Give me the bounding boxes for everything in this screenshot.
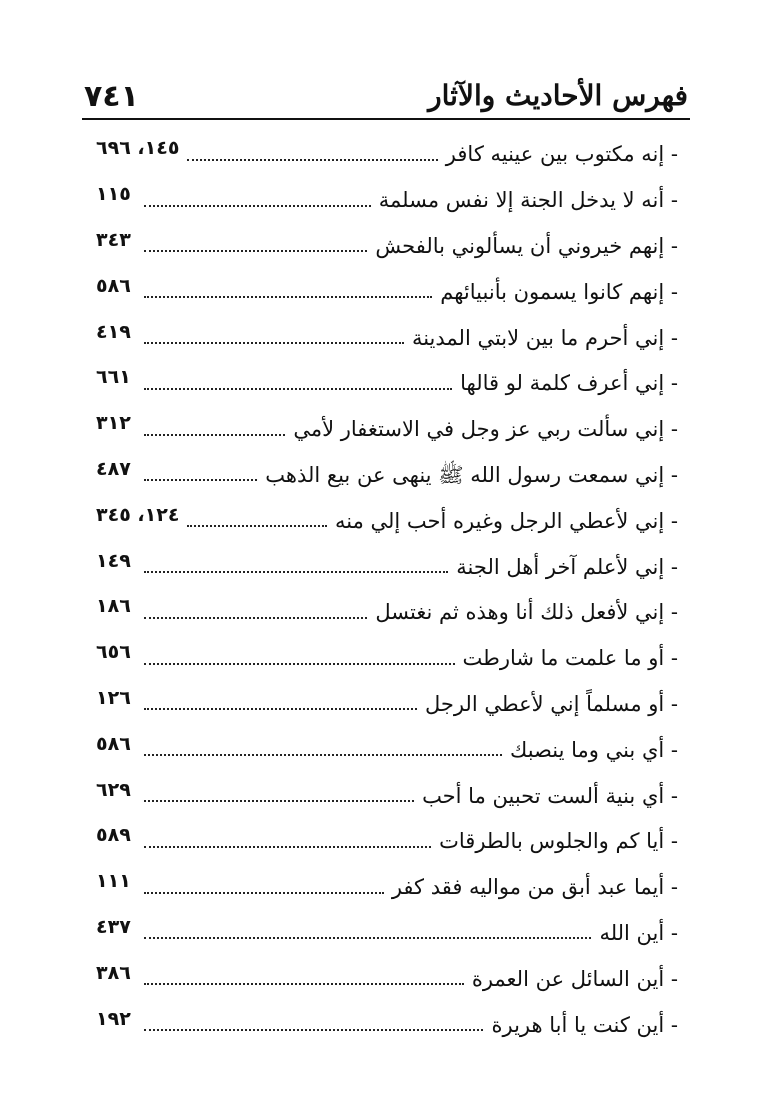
entry-page-numbers: ٦٥٦ (96, 641, 131, 664)
dot-leader (144, 1029, 483, 1031)
hadith-index-list (0, 132, 760, 1048)
entry-page-numbers: ٥٨٦ (96, 732, 131, 755)
entry-text: - إنه مكتوب بين عينيه كافر (445, 142, 678, 167)
dot-leader (144, 388, 452, 390)
dot-leader (144, 708, 417, 710)
page-header (84, 62, 688, 112)
dot-leader (144, 937, 591, 939)
entry-text: - أي بني وما ينصبك (510, 737, 678, 762)
entry-text: - إني سمعت رسول الله ﷺ ينهى عن بيع الذهب (265, 462, 678, 487)
entry-page-numbers: ١٢٤، ٣٤٥ (96, 503, 180, 526)
entry-page-numbers: ٤٨٧ (96, 457, 131, 480)
entry-text: - إني أعرف كلمة لو قالها (460, 371, 678, 396)
index-entry (0, 819, 760, 865)
header-rule (82, 118, 690, 120)
entry-page-numbers: ٤١٩ (96, 320, 131, 343)
entry-text: - إنهم خيروني أن يسألوني بالفحش (375, 233, 678, 258)
entry-text: - أين كنت يا أبا هريرة (491, 1012, 678, 1037)
entry-page-numbers: ٤٣٧ (96, 915, 131, 938)
index-entry (0, 178, 760, 224)
entry-text: - إني سألت ربي عز وجل في الاستغفار لأمي (293, 417, 678, 442)
dot-leader (144, 663, 455, 665)
entry-text: - إني لأفعل ذلك أنا وهذه ثم نغتسل (375, 600, 678, 625)
index-entry (0, 315, 760, 361)
entry-text: - إني لأعلم آخر أهل الجنة (456, 554, 678, 579)
entry-page-numbers: ١٤٥، ٦٩٦ (96, 137, 180, 160)
dot-leader (144, 250, 367, 252)
entry-page-numbers: ٣٨٦ (96, 961, 131, 984)
index-entry (0, 224, 760, 270)
entry-page-numbers: ٦٢٩ (96, 778, 131, 801)
index-entry (0, 1002, 760, 1048)
index-entry (0, 590, 760, 636)
index-entry (0, 727, 760, 773)
entry-text: - أين السائل عن العمرة (471, 966, 678, 991)
entry-page-numbers: ٣٤٣ (96, 228, 131, 251)
entry-page-numbers: ٥٨٦ (96, 274, 131, 297)
entry-text: - إني لأعطي الرجل وغيره أحب إلي منه (334, 508, 678, 533)
entry-text: - أي بنية ألست تحبين ما أحب (422, 783, 678, 808)
index-entry (0, 911, 760, 957)
index-entry (0, 636, 760, 682)
dot-leader (144, 754, 502, 756)
entry-text: - أيما عبد أبق من مواليه فقد كفر (391, 875, 678, 900)
index-entry (0, 132, 760, 178)
entry-text: - أو مسلماً إني لأعطي الرجل (424, 691, 678, 716)
index-entry (0, 865, 760, 911)
dot-leader (144, 846, 431, 848)
dot-leader (144, 800, 414, 802)
running-title: فهرس الأحاديث والآثار (428, 79, 688, 113)
dot-leader (144, 342, 404, 344)
entry-text: - أيا كم والجلوس بالطرقات (439, 829, 678, 854)
dot-leader (144, 617, 367, 619)
index-entry (0, 773, 760, 819)
entry-text: - إني أحرم ما بين لابتي المدينة (411, 325, 678, 350)
dot-leader (144, 571, 448, 573)
index-entry (0, 407, 760, 453)
entry-page-numbers: ١٩٢ (96, 1007, 131, 1030)
entry-text: - أو ما علمت ما شارطت (462, 646, 678, 671)
dot-leader (144, 296, 432, 298)
index-entry (0, 361, 760, 407)
dot-leader (144, 205, 371, 207)
index-entry (0, 682, 760, 728)
dot-leader (187, 525, 327, 527)
index-entry (0, 453, 760, 499)
page-number: ٧٤١ (84, 79, 139, 114)
dot-leader (144, 892, 384, 894)
dot-leader (144, 479, 257, 481)
entry-page-numbers: ١٨٦ (96, 595, 131, 618)
dot-leader (144, 983, 464, 985)
entry-page-numbers: ٣١٢ (96, 412, 131, 435)
entry-text: - أنه لا يدخل الجنة إلا نفس مسلمة (378, 188, 678, 213)
entry-page-numbers: ١٢٦ (96, 686, 131, 709)
dot-leader (144, 434, 285, 436)
dot-leader (187, 159, 437, 161)
entry-page-numbers: ٥٨٩ (96, 824, 131, 847)
index-entry (0, 498, 760, 544)
index-entry (0, 269, 760, 315)
index-entry (0, 956, 760, 1002)
entry-page-numbers: ٦٦١ (96, 366, 131, 389)
entry-page-numbers: ١١١ (96, 870, 131, 893)
entry-text: - إنهم كانوا يسمون بأنبيائهم (440, 279, 678, 304)
index-entry (0, 544, 760, 590)
entry-page-numbers: ١٤٩ (96, 549, 131, 572)
entry-text: - أين الله (599, 920, 678, 945)
entry-page-numbers: ١١٥ (96, 183, 131, 206)
